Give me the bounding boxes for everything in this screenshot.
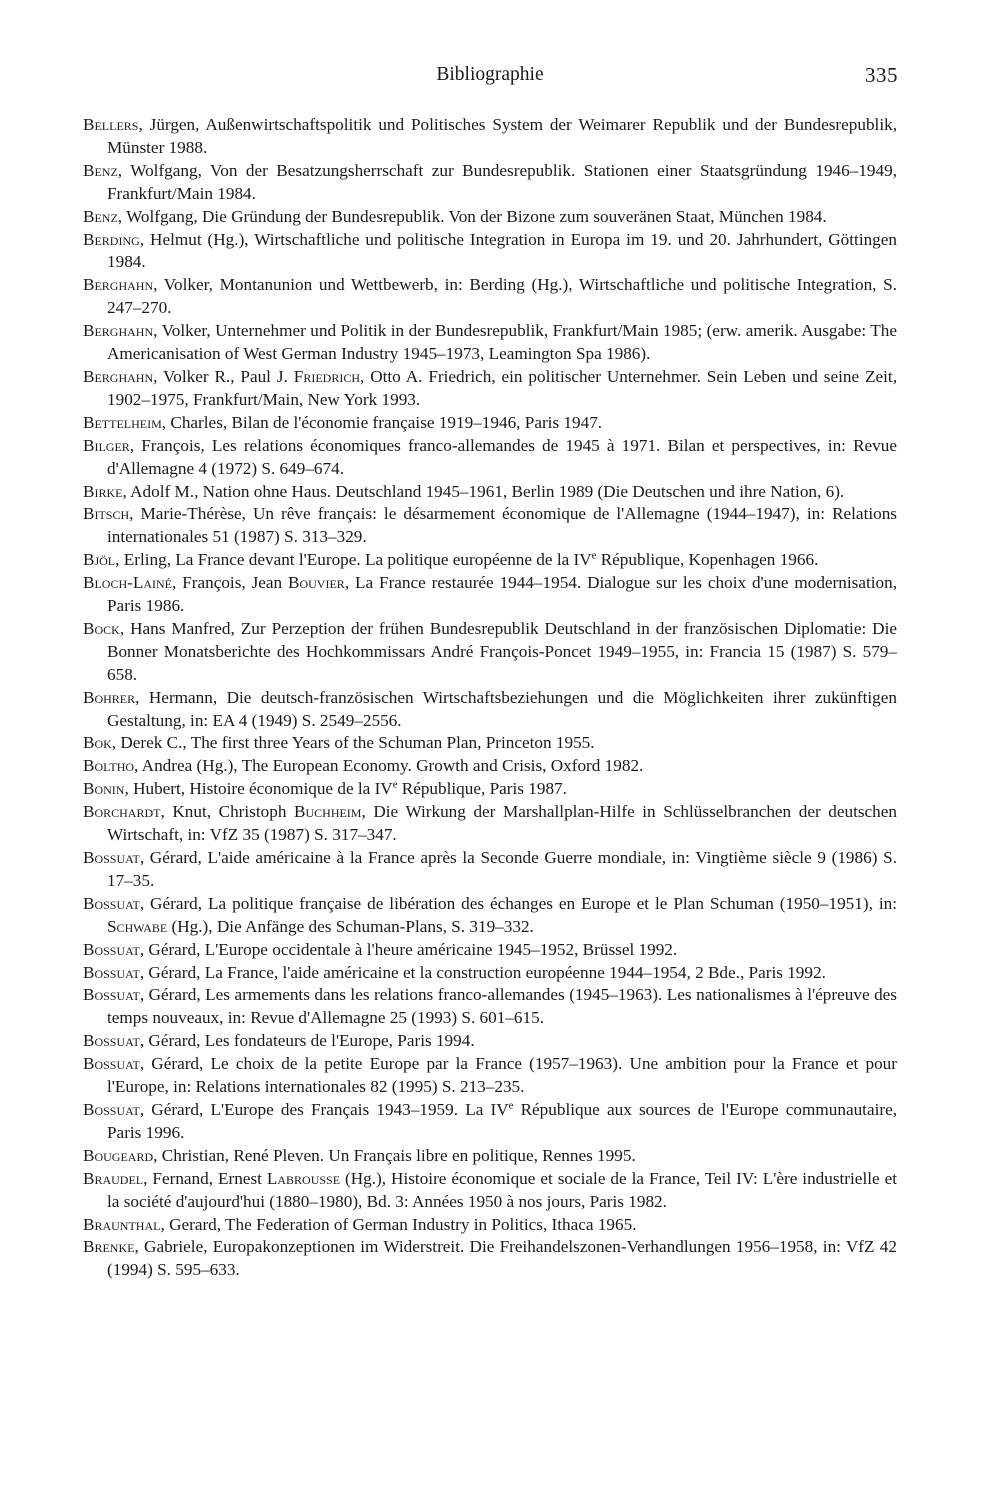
author-name: Bitsch <box>83 504 130 524</box>
superscript: e <box>392 779 398 791</box>
entry-text: République, Paris 1987. <box>397 779 567 799</box>
author-name: Bossuat <box>83 985 140 1005</box>
bibliography-entry <box>83 549 897 572</box>
author-name: Berghahn <box>83 275 154 295</box>
bibliography-list <box>83 114 897 1282</box>
entry-text: , Erling, La France devant l'Europe. La politique européenne de la IV <box>115 550 592 570</box>
bibliography-entry <box>83 1053 897 1099</box>
author-name: Friedrich <box>293 366 360 386</box>
bibliography-entry <box>83 1145 897 1168</box>
bibliography-entry <box>83 847 897 893</box>
superscript: e <box>591 550 597 562</box>
author-name: Labrousse <box>266 1168 341 1188</box>
entry-text: , Christian, René Pleven. Un Français libre en politique, Rennes 1995. <box>153 1145 636 1165</box>
entry-text: , François, Jean <box>172 573 289 593</box>
superscript: e <box>508 1100 514 1112</box>
entry-text: , Volker R., Paul J. <box>153 366 294 386</box>
entry-text: , Hubert, Histoire économique de la IV <box>124 779 393 799</box>
bibliography-entry <box>83 366 897 412</box>
running-title: Bibliographie <box>436 64 544 85</box>
entry-text: , Hermann, Die deutsch-französischen Wirtschaftsbeziehungen und die Möglichkeiten ihrer zukünftigen Gestaltung, in: EA 4 (1949) S. 2549–2556. <box>107 687 897 730</box>
author-name: Braunthal <box>83 1214 161 1234</box>
entry-text: (Hg.), Die Anfänge des Schuman-Plans, S. 319–332. <box>167 916 534 936</box>
author-name: Bossuat <box>83 1054 140 1074</box>
author-name: Berghahn <box>83 321 154 341</box>
entry-text: , Gérard, L'Europe des Français 1943–1959. La IV <box>139 1099 509 1119</box>
author-name: Brenke <box>83 1237 135 1257</box>
author-name: Bock <box>83 618 120 638</box>
author-name: Schwabe <box>107 916 168 936</box>
author-name: Borchardt <box>83 802 161 822</box>
entry-text: , Derek C., The first three Years of the Schuman Plan, Princeton 1955. <box>111 733 595 753</box>
bibliography-entry <box>83 274 897 320</box>
author-name: Berding <box>83 229 140 249</box>
entry-text: , Hans Manfred, Zur Perzeption der frühen Bundesrepublik Deutschland in der französischen Diplomatie: Die Bonner Monatsberichte des Hochkommissars André François-Poncet 1949–1955, in: Francia 15 (1987) S. 579–658. <box>107 618 897 684</box>
bibliography-entry <box>83 1099 897 1145</box>
bibliography-entry <box>83 435 897 481</box>
entry-text: , Knut, Christoph <box>160 802 295 822</box>
entry-text: , Wolfgang, Die Gründung der Bundesrepublik. Von der Bizone zum souveränen Staat, München 1984. <box>117 206 827 226</box>
entry-text: , Jürgen, Außenwirtschaftspolitik und Politisches System der Weimarer Republik und der Bundesrepublik, Münster 1988. <box>107 115 897 157</box>
bibliography-entry <box>83 618 897 687</box>
bibliography-entry <box>83 1030 897 1053</box>
author-name: Bilger <box>83 435 130 455</box>
entry-text: , Gerard, The Federation of German Industry in Politics, Ithaca 1965. <box>160 1214 637 1234</box>
author-name: Bjöl <box>83 550 116 570</box>
entry-text: , Gérard, L'Europe occidentale à l'heure américaine 1945–1952, Brüssel 1992. <box>139 939 678 959</box>
author-name: Bossuat <box>83 893 140 913</box>
bibliography-entry <box>83 114 897 160</box>
author-name: Benz <box>83 160 118 180</box>
author-name: Bossuat <box>83 962 140 982</box>
author-name: Birke <box>83 481 123 501</box>
bibliography-entry <box>83 755 897 778</box>
entry-text: , Marie-Thérèse, Un rêve français: le désarmement économique de l'Allemagne (1944–1947), in: Relations internationales 51 (1987) S. 313–329. <box>107 504 897 547</box>
bibliography-entry <box>83 778 897 801</box>
bibliography-entry <box>83 320 897 366</box>
author-name: Bonin <box>83 779 125 799</box>
bibliography-entry <box>83 160 897 206</box>
bibliography-entry <box>83 962 897 985</box>
author-name: Buchheim <box>294 802 362 822</box>
entry-text: , François, Les relations économiques franco-allemandes de 1945 à 1971. Bilan et perspectives, in: Revue d'Allemagne 4 (1972) S. 649–674. <box>107 435 897 478</box>
bibliography-entry <box>83 1168 897 1214</box>
author-name: Bloch-Lainé <box>83 573 173 593</box>
bibliography-entry <box>83 1214 897 1237</box>
entry-text: , Die Wirkung der Marshallplan-Hilfe in Schlüsselbranchen der deutschen Wirtschaft, in: VfZ 35 (1987) S. 317–347. <box>107 802 897 845</box>
author-name: Boltho <box>83 756 135 776</box>
author-name: Bossuat <box>83 1031 140 1051</box>
bibliography-entry <box>83 572 897 618</box>
bibliography-entry <box>83 1236 897 1282</box>
entry-text: , Andrea (Hg.), The European Economy. Growth and Crisis, Oxford 1982. <box>134 756 644 776</box>
author-name: Bossuat <box>83 1099 140 1119</box>
entry-text: , Adolf M., Nation ohne Haus. Deutschland 1945–1961, Berlin 1989 (Die Deutschen und ihre Nation, 6). <box>122 481 845 501</box>
bibliography-entry <box>83 732 897 755</box>
entry-text: , Gérard, Le choix de la petite Europe par la France (1957–1963). Une ambition pour la France et pour l'Europe, in: Relations internationales 82 (1995) S. 213–235. <box>107 1054 897 1097</box>
entry-text: , Gérard, L'aide américaine à la France après la Seconde Guerre mondiale, in: Vingtième siècle 9 (1986) S. 17–35. <box>107 848 897 890</box>
author-name: Bouvier <box>288 573 345 593</box>
page-number: 335 <box>865 63 898 87</box>
author-name: Bellers <box>83 115 139 134</box>
entry-text: République, Kopenhagen 1966. <box>596 550 819 570</box>
author-name: Bok <box>83 733 112 753</box>
bibliography-entry <box>83 503 897 549</box>
entry-text: , Gérard, La politique française de libération des échanges en Europe et le Plan Schuman (1950–1951), in: <box>139 893 897 913</box>
author-name: Bossuat <box>83 848 140 867</box>
entry-text: , La France restaurée 1944–1954. Dialogue sur les choix d'une modernisation, Paris 1986. <box>107 573 897 616</box>
author-name: Benz <box>83 206 118 226</box>
bibliography-entry <box>83 229 897 275</box>
entry-text: , Gabriele, Europakonzeptionen im Widerstreit. Die Freihandelszonen-Verhandlungen 1956–1958, in: VfZ 42 (1994) S. 595–633. <box>107 1237 897 1280</box>
author-name: Bohrer <box>83 687 136 707</box>
entry-text: , Volker, Unternehmer und Politik in der Bundesrepublik, Frankfurt/Main 1985; (erw. amerik. Ausgabe: The Americanisation of West German Industry 1945–1973, Leamington Spa 1986). <box>107 321 897 364</box>
bibliography-entry <box>83 412 897 435</box>
bibliography-entry <box>83 206 897 229</box>
entry-text: , Helmut (Hg.), Wirtschaftliche und politische Integration in Europa im 19. und 20. Jahrhundert, Göttingen 1984. <box>107 229 897 272</box>
bibliography-entry <box>83 801 897 847</box>
entry-text: , Otto A. Friedrich, ein politischer Unternehmer. Sein Leben und seine Zeit, 1902–1975, Frankfurt/Main, New York 1993. <box>107 366 897 409</box>
page-header <box>82 64 898 94</box>
bibliography-entry <box>83 939 897 962</box>
author-name: Bossuat <box>83 939 140 959</box>
bibliography-entry <box>83 687 897 733</box>
entry-text: République aux sources de l'Europe communautaire, Paris 1996. <box>107 1099 897 1142</box>
entry-text: , Charles, Bilan de l'économie française 1919–1946, Paris 1947. <box>161 412 603 432</box>
bibliography-entry <box>83 481 897 504</box>
entry-text: , Gérard, La France, l'aide américaine et la construction européenne 1944–1954, 2 Bde., Paris 1992. <box>139 962 826 982</box>
entry-text: , Fernand, Ernest <box>143 1168 267 1188</box>
author-name: Bettelheim <box>83 412 162 432</box>
author-name: Berghahn <box>83 366 154 386</box>
entry-text: , Gérard, Les fondateurs de l'Europe, Paris 1994. <box>139 1031 475 1051</box>
author-name: Bougeard <box>83 1145 154 1165</box>
entry-text: (Hg.), Histoire économique et sociale de la France, Teil IV: L'ère industrielle et la société d'aujourd'hui (1880–1980), Bd. 3: Années 1950 à nos jours, Paris 1982. <box>107 1168 897 1211</box>
author-name: Braudel <box>83 1168 144 1188</box>
bibliography-entry <box>83 893 897 939</box>
entry-text: , Volker, Montanunion und Wettbewerb, in: Berding (Hg.), Wirtschaftliche und politische Integration, S. 247–270. <box>107 275 897 318</box>
entry-text: , Gérard, Les armements dans les relations franco-allemandes (1945–1963). Les nationalismes à l'épreuve des temps nouveaux, in: Revue d'Allemagne 25 (1993) S. 601–615. <box>107 985 897 1028</box>
entry-text: , Wolfgang, Von der Besatzungsherrschaft zur Bundesrepublik. Stationen einer Staatsgründung 1946–1949, Frankfurt/Main 1984. <box>107 160 897 203</box>
bibliography-entry <box>83 984 897 1030</box>
